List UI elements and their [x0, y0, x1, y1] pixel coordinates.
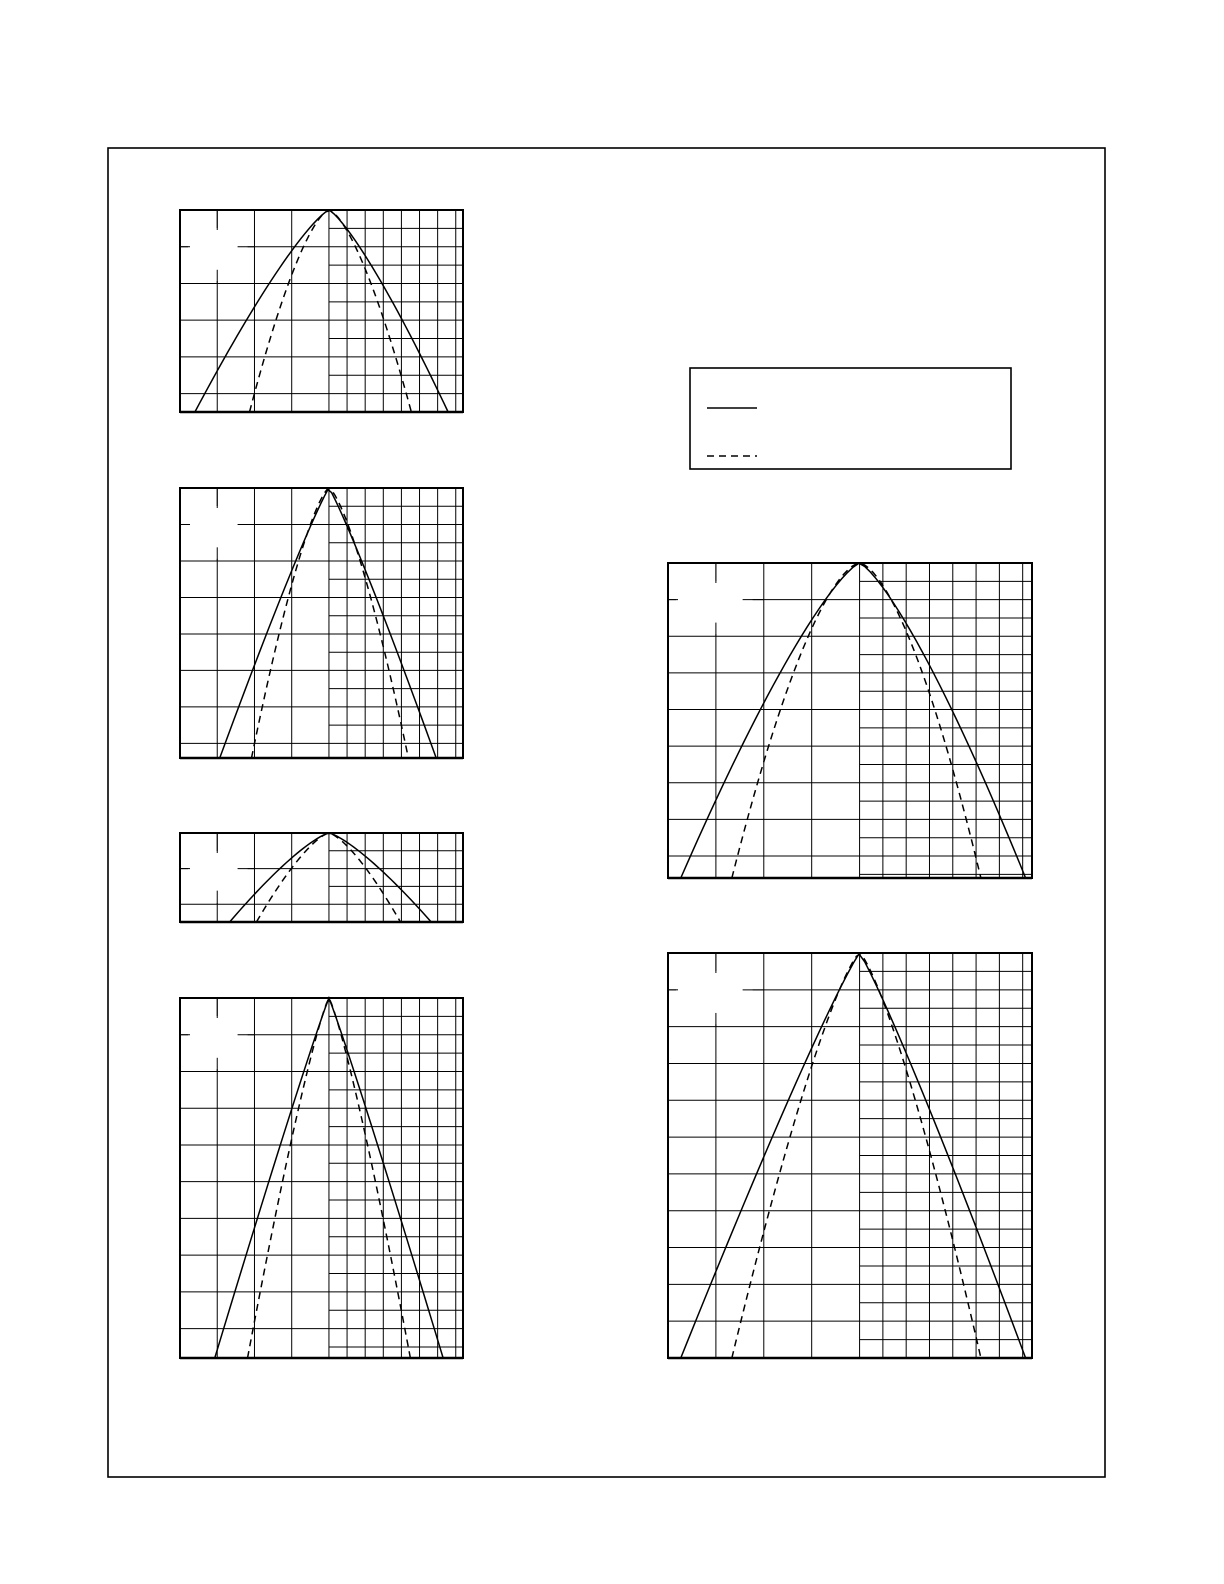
plot-5	[668, 563, 1032, 878]
plot-2	[180, 488, 463, 758]
plot-6	[668, 953, 1032, 1358]
legend-border	[690, 368, 1011, 469]
plot-4	[180, 998, 463, 1358]
series-solid	[220, 490, 436, 758]
label-area	[188, 851, 248, 903]
series-dashed	[732, 563, 981, 878]
plot-1	[180, 210, 463, 412]
page-frame	[108, 148, 1105, 1477]
series-dashed	[250, 210, 412, 412]
plots-group	[180, 210, 1032, 1358]
series-dashed	[251, 489, 408, 758]
label-area	[188, 1016, 248, 1069]
legend-box	[690, 368, 1011, 469]
label-area	[188, 506, 248, 559]
label-area	[676, 581, 753, 634]
plot-3	[180, 833, 463, 922]
label-area	[188, 228, 248, 281]
label-area	[676, 971, 753, 1024]
